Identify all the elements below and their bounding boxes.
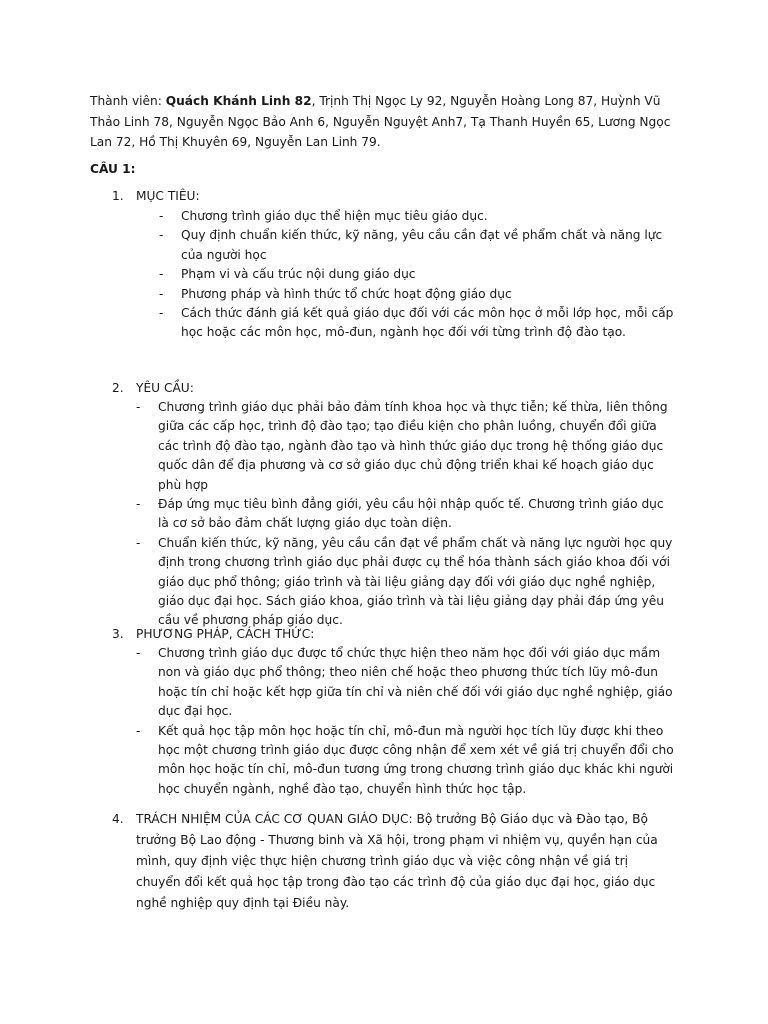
members-rest: , Trịnh Thị Ngọc Ly 92, Nguyễn Hoàng Long 87, Huỳnh Vũ Thảo Linh 78, Nguyễn Ngọc Bảo Anh 6, Nguyễn Nguyệt Anh7, Tạ Thanh Huyền 65, Lương Ngọc Lan 72, Hồ Thị Khuyên 69, Nguyễn Lan Linh 79. [90,94,671,149]
question-heading: CÂU 1: [90,162,136,176]
section-2-title: 2. YÊU CẦU: [112,381,194,395]
section-4-paragraph: 4. TRÁCH NHIỆM CỦA CÁC CƠ QUAN GIÁO DỤC: Bộ trưởng Bộ Giáo dục và Đào tạo, Bộ trưởng Bộ Lao động - Thương binh và Xã hội, trong phạm vi nhiệm vụ, quyền hạn của mình, quy định việc thực hiện chương trình giáo dục và việc công nhận về giá trị chuyển đổi kết quả học tập trong đào tạo các trình độ của giáo dục đại học, giáo dục nghề nghiệp quy định tại Điều này. [112,812,658,910]
list-item: - Chuẩn kiến thức, kỹ năng, yêu cầu cần đạt về phẩm chất và năng lực người học quy định trong chương trình giáo dục phải được cụ thể hóa thành sách giáo khoa đối với giáo dục phổ thông; giáo trình và tài liệu giảng dạy đối với giáo dục nghề nghiệp, giáo dục đại học. Sách giáo khoa, giáo trình và tài liệu giảng dạy phải đáp ứng yêu cầu về phương pháp giáo dục. [136,535,673,628]
section-3-title: 3. PHƯƠNG PHÁP, CÁCH THỨC: [112,627,315,641]
section-2-bullets [136,398,678,631]
list-item: - Phương pháp và hình thức tổ chức hoạt động giáo dục [159,286,512,301]
section-1-bullets [159,207,681,343]
list-item: - Cách thức đánh giá kết quả giáo dục đối với các môn học ở mỗi lớp học, mỗi cấp học hoặc các môn học, mô-đun, ngành học đối với từng trình độ đào tạo. [159,306,674,340]
members-paragraph [90,91,690,153]
list-item: - Kết quả học tập môn học hoặc tín chỉ, mô-đun mà người học tích lũy được khi theo học một chương trình giáo dục được công nhận để xem xét về giá trị chuyển đổi cho môn học hoặc tín chỉ, mô-đun tương ứng trong chương trình giáo dục khác khi người học chuyển ngành, nghề đào tạo, chuyển hình thức học tập. [136,723,674,796]
list-item: - Phạm vi và cấu trúc nội dung giáo dục [159,267,416,282]
list-item: - Chương trình giáo dục thể hiện mục tiêu giáo dục. [159,209,488,223]
list-item: - Chương trình giáo dục được tổ chức thực hiện theo năm học đối với giáo dục mầm non và giáo dục phổ thông; theo niên chế hoặc theo phương thức tích lũy mô-đun hoặc tín chỉ hoặc kết hợp giữa tín chỉ và niên chế đối với giáo dục nghề nghiệp, giáo dục đại học. [136,646,673,719]
section-3-bullets [136,644,678,799]
members-highlighted-name: Quách Khánh Linh 82 [165,94,312,108]
list-item: - Đáp ứng mục tiêu bình đẳng giới, yêu cầu hội nhập quốc tế. Chương trình giáo dục là cơ sở bảo đảm chất lượng giáo dục toàn diện. [136,497,664,531]
section-1-title: 1. MỤC TIÊU: [112,189,200,203]
list-item: - Quy định chuẩn kiến thức, kỹ năng, yêu cầu cần đạt về phẩm chất và năng lực của người học [159,228,663,262]
list-item: - Chương trình giáo dục phải bảo đảm tính khoa học và thực tiễn; kế thừa, liên thông giữa các cấp học, trình độ đào tạo; tạo điều kiện cho phân luồng, chuyển đổi giữa các trình độ đào tạo, ngành đào tạo và hình thức giáo dục trong hệ thống giáo dục quốc dân để địa phương và cơ sở giáo dục chủ động triển khai kế hoạch giáo dục phù hợp [136,400,668,492]
members-label: Thành viên: [90,94,162,108]
